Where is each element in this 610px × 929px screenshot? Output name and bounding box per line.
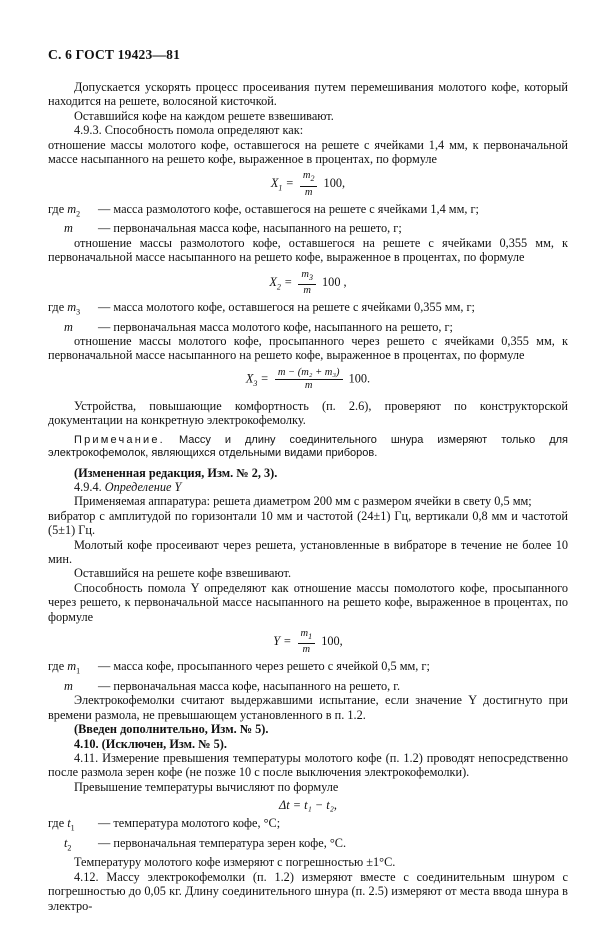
- definition-row: m — первоначальная масса кофе, насыпанного на решето, г;: [64, 221, 402, 236]
- formula-x2: $X_2$ = $\frac{m_3}{m}$ 100 ,: [269, 268, 347, 296]
- definition-row: m — первоначальная масса кофе, насыпанного на решето, г.: [64, 679, 401, 694]
- note: Примечание. Массу и длину соединительного шнура измеряют только для электрокофемолок, являющихся отдельными видами приборов.: [48, 433, 568, 459]
- definition-row: где $m_2$ — масса размолотого кофе, оставшегося на решете с ячейками 1,4 мм, г;: [48, 201, 479, 218]
- paragraph: отношение массы молотого кофе, просыпанного через решето с ячейками 0,355 мм, к первоначальной массе насыпанного на решето кофе, выраженное в процентах, по формуле: [48, 333, 568, 363]
- amendment-note: (Измененная редакция, Изм. № 2, 3).: [74, 465, 278, 480]
- paragraph: Способность помола Y определяют как отношение массы помолотого кофе, просыпанного через решето, к первоначальной массе насыпанного на решето кофе, выраженное в процентах, по формуле: [48, 580, 568, 624]
- definition-row: где $m_3$ — масса молотого кофе, оставшегося на решете с ячейками 0,355 мм, г;: [48, 299, 475, 317]
- formula-delta-t: Δt = t₁ − t₂,: [279, 798, 337, 813]
- paragraph: Молотый кофе просеивают через решета, установленные в вибраторе в течение не более 10 мин.: [48, 537, 568, 567]
- paragraph: отношение массы размолотого кофе, оставшегося на решете с ячейками 0,355 мм, к первоначальной массе насыпанного на решето кофе, выраженное в процентах, по формуле: [48, 235, 568, 265]
- paragraph: отношение массы молотого кофе, оставшегося на решете с ячейками 1,4 мм, к первоначальной массе насыпанного на решето кофе, выраженное в процентах, по формуле: [48, 137, 568, 167]
- paragraph: Применяемая аппаратура: решета диаметром 200 мм с размером ячейки в свету 0,5 мм;: [74, 494, 532, 509]
- paragraph: 4.11. Измерение превышения температуры молотого кофе (п. 1.2) проводят непосредственно после размола зерен кофе (не позже 10 с после выключения электрокофемолки).: [48, 751, 568, 780]
- formula-x3: $X_3$ = $\frac{\text{m − (m₂ + m₃)}}{m}$ 100.: [245, 366, 371, 391]
- section-heading: 4.9.4. Определение Y: [74, 480, 182, 494]
- paragraph: Допускается ускорять процесс просеивания путем перемешивания молотого кофе, который находится на решете, волосяной кисточкой.: [48, 80, 568, 109]
- formula-y: Y = $\frac{m_1}{m}$ 100,: [273, 628, 343, 656]
- document-body: [48, 80, 568, 913]
- amendment-note: (Введен дополнительно, Изм. № 5).: [74, 722, 269, 737]
- paragraph: Электрокофемолки считают выдержавшими испытание, если значение Y достигнуто при времени размола, не превышающем установленного в п. 1.2.: [48, 693, 568, 722]
- paragraph: Превышение температуры вычисляют по формуле: [74, 779, 339, 794]
- paragraph: Оставшийся на решете кофе взвешивают.: [74, 566, 292, 581]
- definition-row: m — первоначальная масса молотого кофе, насыпанного на решето, г;: [64, 319, 453, 334]
- formula-x1: $X_1$ = $\frac{m_2}{m}$ 100,: [270, 170, 346, 198]
- paragraph: 4.12. Массу электрокофемолки (п. 1.2) измеряют вместе с соединительным шнуром с погрешностью до 0,05 кг. Длину соединительного шнура (п. 2.5) измеряют от места ввода шнура в электро-: [48, 869, 568, 913]
- section-heading: 4.10. (Исключен, Изм. № 5).: [74, 736, 227, 751]
- paragraph: Устройства, повышающие комфортность (п. 2.6), проверяют по конструкторской документации на конкретную электрокофемолку.: [48, 398, 568, 428]
- paragraph: Оставшийся кофе на каждом решете взвешивают.: [74, 108, 334, 123]
- page-header: С. 6 ГОСТ 19423—81: [48, 47, 181, 62]
- definition-row: где $t_1$ — температура молотого кофе, °С;: [48, 815, 281, 833]
- definition-row: где $m_1$ — масса кофе, просыпанного через решето с ячейкой 0,5 мм, г;: [48, 659, 430, 676]
- paragraph: Температуру молотого кофе измеряют с погрешностью ±1°С.: [74, 855, 396, 870]
- definition-row: $t_2$ — первоначальная температура зерен кофе, °С.: [64, 835, 347, 852]
- paragraph: вибратор с амплитудой по горизонтали 10 мм и частотой (24±1) Гц, вертикали 0,8 мм и частотой (5±1) Гц.: [48, 508, 568, 538]
- paragraph: 4.9.3. Способность помола определяют как:: [74, 123, 304, 138]
